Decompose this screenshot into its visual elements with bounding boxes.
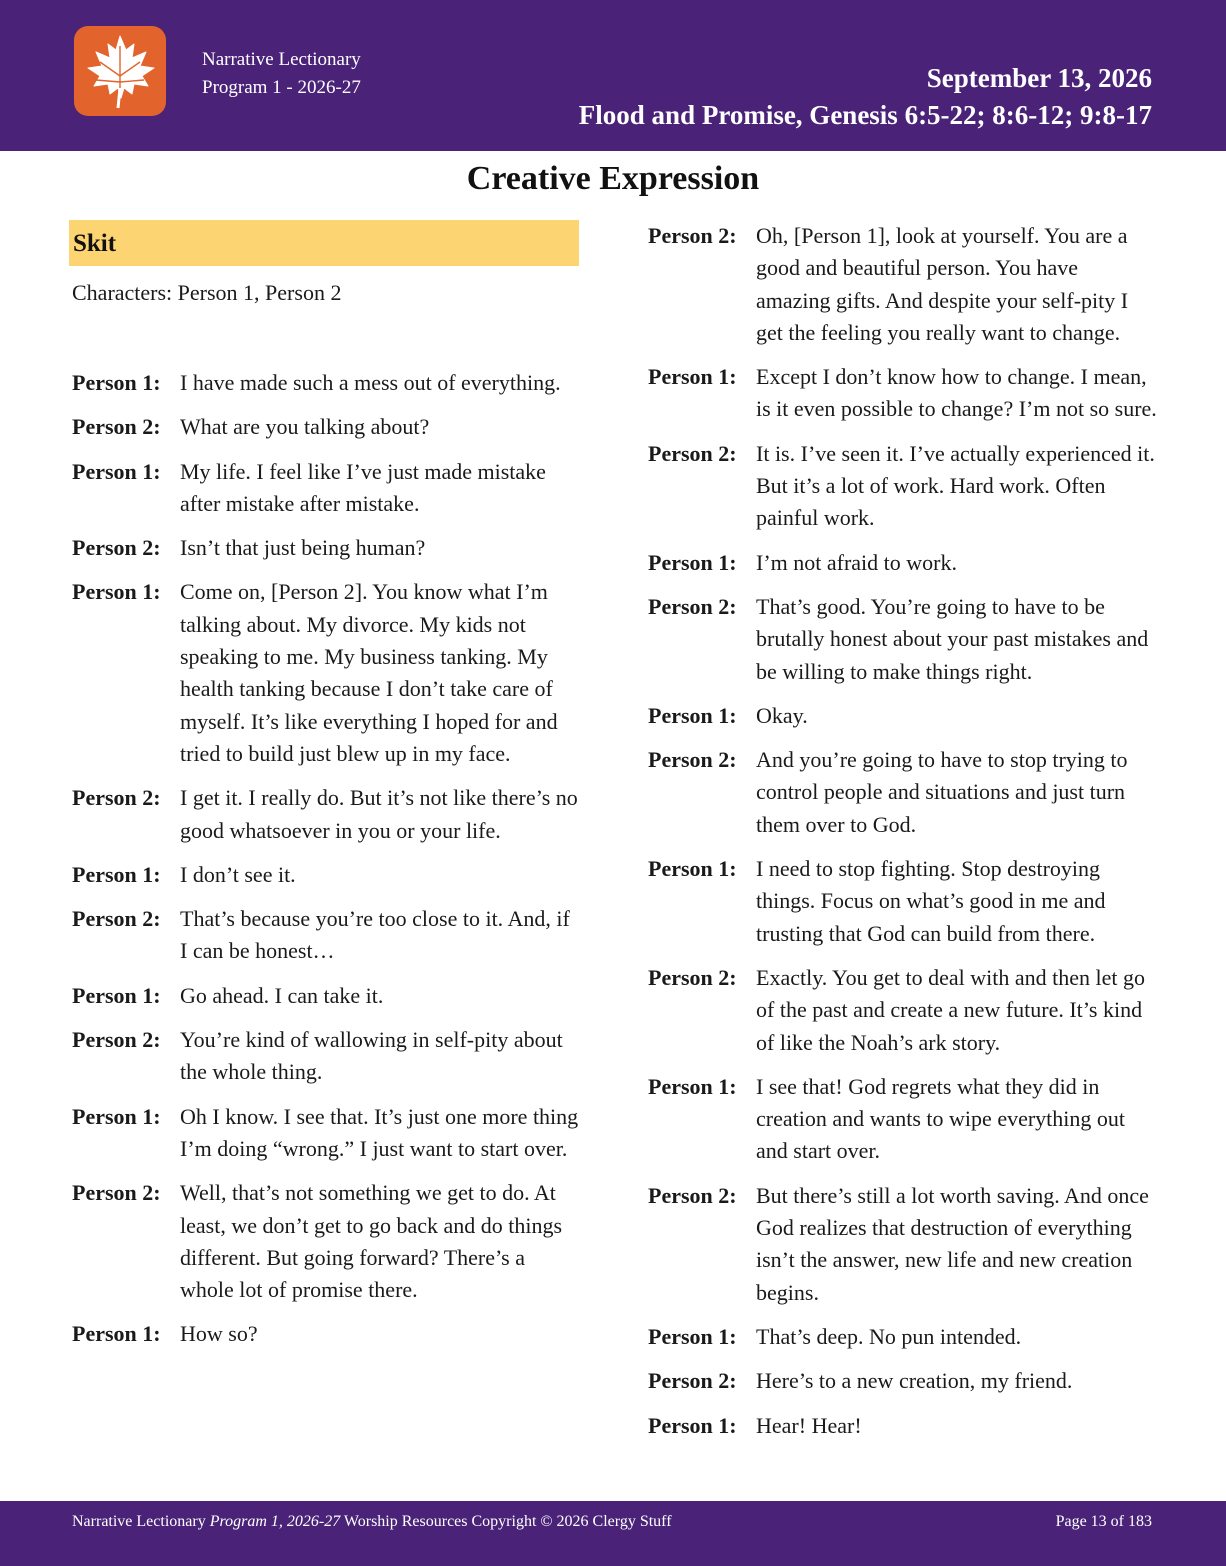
dialogue-line [648, 853, 1158, 950]
dialogue-line [648, 1321, 1158, 1353]
speaker-label: Person 1: [648, 1412, 737, 1438]
footer-suffix: Worship Resources Copyright © 2026 Clergy Stuff [340, 1513, 672, 1530]
speech-text: That’s good. You’re going to have to be brutally honest about your past mistakes and be willing to make things right. [756, 593, 1149, 684]
speech-text: How so? [180, 1321, 258, 1347]
speaker-label: Person 2: [72, 1027, 161, 1053]
dialogue-line [72, 1318, 582, 1350]
dialogue-line [72, 1177, 582, 1306]
speech-text: Okay. [756, 702, 808, 728]
speaker-label: Person 2: [72, 414, 161, 440]
speaker-label: Person 2: [72, 1180, 161, 1206]
speaker-label: Person 2: [648, 223, 737, 248]
dialogue-line [72, 903, 582, 968]
speaker-label: Person 2: [648, 593, 737, 619]
dialogue-line [648, 1071, 1158, 1168]
footer-program: Program 1, 2026-27 [209, 1513, 341, 1530]
speech-text: Exactly. You get to deal with and then let go of the past and create a new future. It’s kind of like the Noah’s ark story. [756, 964, 1146, 1055]
program-year: Program 1 - 2026-27 [202, 77, 361, 98]
dialogue-line [72, 859, 582, 891]
dialogue-line [72, 1101, 582, 1166]
speech-text: That’s deep. No pun intended. [756, 1323, 1022, 1349]
speech-text: Isn’t that just being human? [180, 535, 426, 561]
speaker-label: Person 1: [648, 702, 737, 728]
speech-text: Oh, [Person 1], look at yourself. You are a good and beautiful person. You have amazing gifts. And despite your self-pity I get the feeling you really want to change. [756, 223, 1129, 345]
dialogue-line [72, 367, 582, 399]
dialogue-line [648, 1180, 1158, 1309]
dialogue-line [72, 456, 582, 521]
speaker-label: Person 1: [72, 370, 161, 395]
speaker-label: Person 1: [72, 458, 161, 484]
header-banner [0, 0, 1226, 151]
footer-banner [0, 1501, 1226, 1566]
dialogue-line [648, 700, 1158, 732]
speech-text: My life. I feel like I’ve just made mistake after mistake after mistake. [180, 458, 546, 516]
program-name: Narrative Lectionary [202, 49, 361, 70]
speaker-label: Person 2: [72, 535, 161, 561]
scripture-reading: Flood and Promise, Genesis 6:5-22; 8:6-12; 9:8-17 [578, 100, 1152, 130]
service-date: September 13, 2026 [926, 63, 1152, 93]
section-heading: Skit [73, 230, 117, 257]
speech-text: Come on, [Person 2]. You know what I’m talking about. My divorce. My kids not speaking to me. My business tanking. My health tanking because I don’t take care of myself. It’s like everything I hoped for and tried to build just blew up in my face. [180, 579, 558, 766]
speaker-label: Person 1: [72, 982, 161, 1008]
speech-text: Except I don’t know how to change. I mean, is it even possible to change? I’m not so sure. [756, 364, 1157, 422]
dialogue-line [72, 576, 582, 770]
speaker-label: Person 1: [72, 579, 161, 605]
program-info [202, 46, 361, 102]
speech-text: It is. I’ve seen it. I’ve actually experienced it. But it’s a lot of work. Hard work. Often painful work. [756, 440, 1155, 531]
speaker-label: Person 2: [72, 906, 161, 932]
speech-text: I don’t see it. [180, 861, 296, 887]
page-title: Creative Expression [466, 160, 760, 197]
date-block [579, 60, 1152, 134]
speech-text: You’re kind of wallowing in self-pity about the whole thing. [180, 1027, 563, 1085]
speech-text: Here’s to a new creation, my friend. [756, 1368, 1073, 1394]
speaker-label: Person 2: [72, 785, 161, 811]
speech-text: I’m not afraid to work. [756, 549, 957, 575]
dialogue-column-left [72, 367, 582, 1363]
speech-text: I get it. I really do. But it’s not like there’s no good whatsoever in you or your life. [180, 785, 578, 843]
footer-prefix: Narrative Lectionary [72, 1513, 210, 1530]
dialogue-line [648, 361, 1158, 426]
dialogue-line [72, 1024, 582, 1089]
page-number: Page 13 of 183 [1055, 1513, 1152, 1530]
dialogue-line [648, 1410, 1158, 1442]
speech-text: I have made such a mess out of everything. [180, 370, 561, 395]
speech-text: Hear! Hear! [756, 1412, 862, 1438]
speaker-label: Person 2: [648, 1182, 737, 1208]
speech-text: I see that! God regrets what they did in creation and wants to wipe everything out and start over. [756, 1073, 1126, 1164]
maple-leaf-logo-icon [74, 26, 166, 116]
speech-text: But there’s still a lot worth saving. And once God realizes that destruction of everything isn’t the answer, new life and new creation begins. [756, 1182, 1149, 1305]
speech-text: I need to stop fighting. Stop destroying things. Focus on what’s good in me and trusting that God can build from there. [756, 856, 1106, 946]
speaker-label: Person 1: [648, 1073, 737, 1099]
speaker-label: Person 1: [648, 549, 737, 575]
section-heading-bar [69, 220, 579, 266]
dialogue-line [72, 411, 582, 443]
speech-text: Oh I know. I see that. It’s just one more thing I’m doing “wrong.” I just want to start over. [180, 1103, 579, 1161]
dialogue-line [648, 591, 1158, 688]
speaker-label: Person 1: [72, 1321, 161, 1347]
dialogue-line [72, 980, 582, 1012]
dialogue-line [648, 962, 1158, 1059]
dialogue-line [72, 782, 582, 847]
speaker-label: Person 1: [72, 1103, 161, 1129]
dialogue-line [648, 220, 1158, 349]
speaker-label: Person 1: [72, 861, 161, 887]
speaker-label: Person 2: [648, 964, 737, 990]
speech-text: What are you talking about? [180, 414, 430, 440]
dialogue-line [648, 438, 1158, 535]
speech-text: Well, that’s not something we get to do. At least, we don’t get to go back and do things different. But going forward? There’s a whole lot of promise there. [180, 1180, 563, 1303]
speech-text: And you’re going to have to stop trying to control people and situations and just turn them over to God. [756, 747, 1128, 837]
speaker-label: Person 1: [648, 856, 737, 882]
dialogue-line [72, 532, 582, 564]
speaker-label: Person 2: [648, 747, 737, 773]
dialogue-line [648, 547, 1158, 579]
speaker-label: Person 1: [648, 1323, 737, 1349]
dialogue-line [648, 744, 1158, 841]
footer-copyright [72, 1513, 672, 1531]
speaker-label: Person 2: [648, 440, 737, 466]
dialogue-line [648, 1365, 1158, 1397]
characters-list: Characters: Person 1, Person 2 [72, 280, 342, 305]
speech-text: That’s because you’re too close to it. And, if I can be honest… [180, 906, 570, 964]
speaker-label: Person 2: [648, 1368, 737, 1394]
dialogue-column-right [648, 220, 1158, 1454]
speech-text: Go ahead. I can take it. [180, 982, 384, 1008]
speaker-label: Person 1: [648, 364, 737, 390]
